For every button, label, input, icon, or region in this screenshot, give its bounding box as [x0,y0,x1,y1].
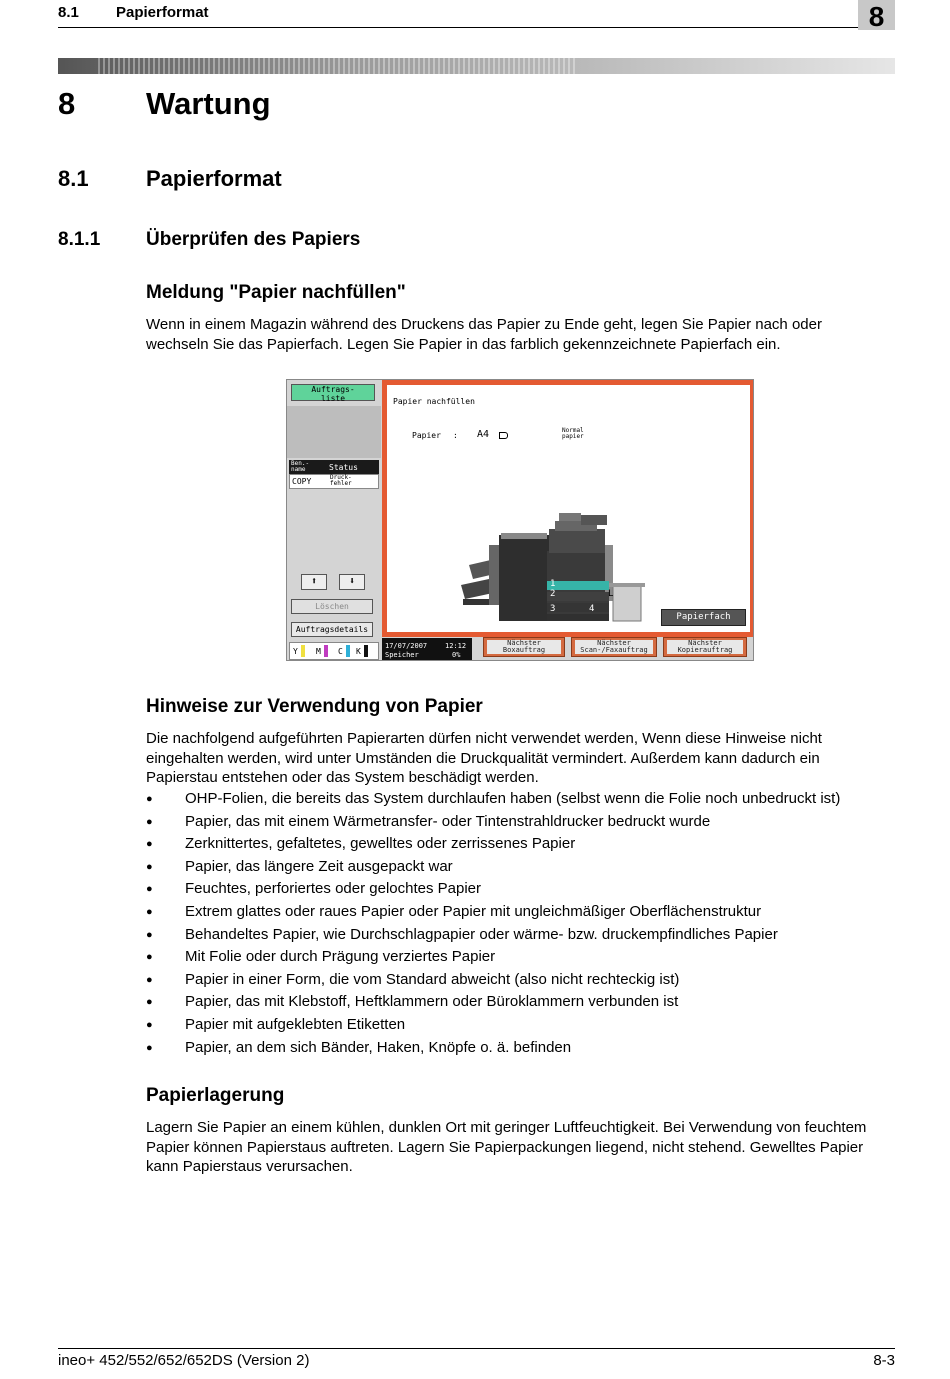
list-item-text: Feuchtes, perforiertes oder gelochtes Papier [185,880,481,898]
memory-label: Speicher [385,651,419,659]
job-table-header [289,460,379,474]
bullet-icon: ● [146,951,153,964]
list-item-text: Papier, das mit Klebstoff, Heftklammern oder Büroklammern verbunden ist [185,993,679,1011]
paper-label: Papier [412,431,441,440]
footer-page-number: 8-3 [873,1352,895,1369]
list-item [146,946,906,969]
list-item [146,833,906,856]
list-item [146,969,906,992]
next-copy-job-label: Nächster Kopierauftrag [667,640,743,654]
list-item [146,924,906,947]
job-list-button[interactable]: Auftrags- liste [291,384,375,401]
list-item [146,991,906,1014]
paragraph-hints [146,729,906,788]
control-panel-screenshot [286,379,754,661]
paragraph-line: kann Papierstaus verursachen. [146,1158,353,1175]
chapter-title: Wartung [146,86,271,121]
bullet-icon: ● [146,996,153,1009]
paper-colon: : [453,431,458,440]
paper-size: A4 [477,429,490,440]
tray-large-capacity-label: L [608,589,614,599]
header-section-title: Papierformat [116,4,209,21]
tray-1-label: 1 [550,579,556,589]
footer-product-name: ineo+ 452/552/652/652DS (Version 2) [58,1352,310,1369]
decorative-stripe-bar [58,58,895,74]
memory-value: 0% [452,651,461,659]
next-copy-job-button[interactable] [663,637,747,657]
column-status-header: Status [329,463,358,472]
subsection-title: Überprüfen des Papiers [146,229,361,250]
bullet-icon: ● [146,793,153,805]
bullet-icon: ● [146,973,153,986]
list-item [146,856,906,879]
screen-title: Papier nachfüllen [393,397,475,406]
list-item-text: Behandeltes Papier, wie Durchschlagpapier oder wärme- bzw. druckempfindliches Papier [185,925,778,943]
list-item-text: Papier mit aufgeklebten Etiketten [185,1015,406,1033]
heading-paper-usage-hints: Hinweise zur Verwendung von Papier [146,696,483,717]
next-scan-fax-job-button[interactable] [571,637,657,657]
job-status: Druck- fehler [330,474,352,487]
heading-paper-refill-message: Meldung "Papier nachfüllen" [146,282,406,303]
list-item-text: Zerknittertes, gefaltetes, gewelltes oder zerrissenes Papier [185,835,576,853]
toner-cyan-label: C [338,647,343,656]
list-item [146,1037,906,1060]
paragraph-line: Die nachfolgend aufgeführten Papierarten dürfen nicht verwendet werden, Wenn diese Hinweise nicht [146,730,822,747]
paragraph-line: wechseln Sie das Papierfach. Legen Sie Papier in das farblich gekennzeichnete Papierfach ein. [146,335,781,353]
list-item [146,1014,906,1037]
paragraph-line: Papier können Papierstaus auftreten. Lagern Sie Papierpackungen liegend, nicht stehend. Gewelltes Papier [146,1138,864,1156]
column-name-header: Ben.- name [291,460,310,473]
toner-indicator [289,642,379,660]
bullet-icon: ● [146,838,153,851]
bullet-icon: ● [146,905,153,918]
toner-black-label: K [356,647,361,656]
paper-orientation-icon [499,432,508,439]
paragraph-line: Lagern Sie Papier an einem kühlen, dunklen Ort mit geringer Luftfeuchtigkeit. Bei Verwendung von feuchtem [146,1119,867,1136]
bullet-icon: ● [146,815,153,828]
tray-2-label: 2 [550,589,556,599]
next-scan-fax-job-label: Nächster Scan-/Faxauftrag [575,640,653,654]
list-item-text: Extrem glattes oder raues Papier oder Papier mit ungleichmäßiger Oberflächenstruktur [185,902,762,920]
date-time-box [382,638,472,661]
bullet-icon: ● [146,1018,153,1031]
header-rule [58,27,858,28]
next-box-job-button[interactable] [483,637,565,657]
unsuitable-paper-list [146,788,906,1059]
toner-yellow-bar [301,645,305,657]
scroll-down-button[interactable] [339,574,365,590]
chapter-number: 8 [58,86,76,121]
section-title: Papierformat [146,166,282,191]
toner-magenta-label: M [316,647,321,656]
bullet-icon: ● [146,860,153,873]
toner-cyan-bar [346,645,350,657]
subsection-number: 8.1.1 [58,229,101,250]
paragraph-line: eingehalten werden, wird unter Umständen die Druckqualität vermindert. Außerdem kann dadurch ein [146,749,820,767]
toner-black-bar [364,645,368,657]
list-item [146,878,906,901]
scroll-up-button[interactable] [301,574,327,590]
left-panel-spacer [287,406,381,458]
paragraph-refill [146,315,896,354]
footer-rule [58,1348,895,1349]
message-area [387,385,750,632]
arrow-up-icon: ⬆ [310,576,318,587]
delete-button[interactable]: Löschen [291,599,373,614]
list-item-text: Papier, an dem sich Bänder, Haken, Knöpfe o. ä. befinden [185,1038,572,1056]
chapter-tab: 8 [858,0,895,30]
heading-paper-storage: Papierlagerung [146,1085,285,1106]
list-item [146,811,906,834]
list-item-text: Papier, das längere Zeit ausgepackt war [185,857,453,875]
list-item-text: Mit Folie oder durch Prägung verziertes Papier [185,948,496,966]
bullet-icon: ● [146,928,153,941]
bullet-icon: ● [146,1041,153,1054]
paragraph-storage [146,1118,906,1177]
tray-3-label: 3 [550,604,556,614]
list-item-text: Papier in einer Form, die vom Standard abweicht (also nicht rechteckig ist) [185,970,680,988]
paragraph-line: Wenn in einem Magazin während des Druckens das Papier zu Ende geht, legen Sie Papier nach oder [146,316,822,333]
header-section-number: 8.1 [58,4,79,21]
paper-type: Normal papier [562,427,584,440]
bullet-icon: ● [146,883,153,896]
list-item-text: Papier, das mit einem Wärmetransfer- oder Tintenstrahldrucker bedruckt wurde [185,812,711,830]
toner-magenta-bar [324,645,328,657]
date-display: 17/07/2007 [385,642,428,650]
list-item-text: OHP-Folien, die bereits das System durchlaufen haben (selbst wenn die Folie noch unbedruckt ist) [185,790,841,807]
paper-tray-button[interactable]: Papierfach [661,609,746,626]
time-display: 12:12 [445,642,467,650]
job-details-button[interactable]: Auftragsdetails [291,622,373,637]
section-number: 8.1 [58,166,89,191]
list-item [146,901,906,924]
toner-yellow-label: Y [293,647,298,656]
arrow-down-icon: ⬇ [348,576,356,587]
list-item [146,788,906,811]
job-table-row[interactable] [289,474,379,489]
next-box-job-label: Nächster Boxauftrag [487,640,561,654]
paragraph-line: Papierstau entstehen oder das System beschädigt werden. [146,769,539,786]
tray-4-label: 4 [589,604,595,614]
job-name: COPY [292,477,312,486]
